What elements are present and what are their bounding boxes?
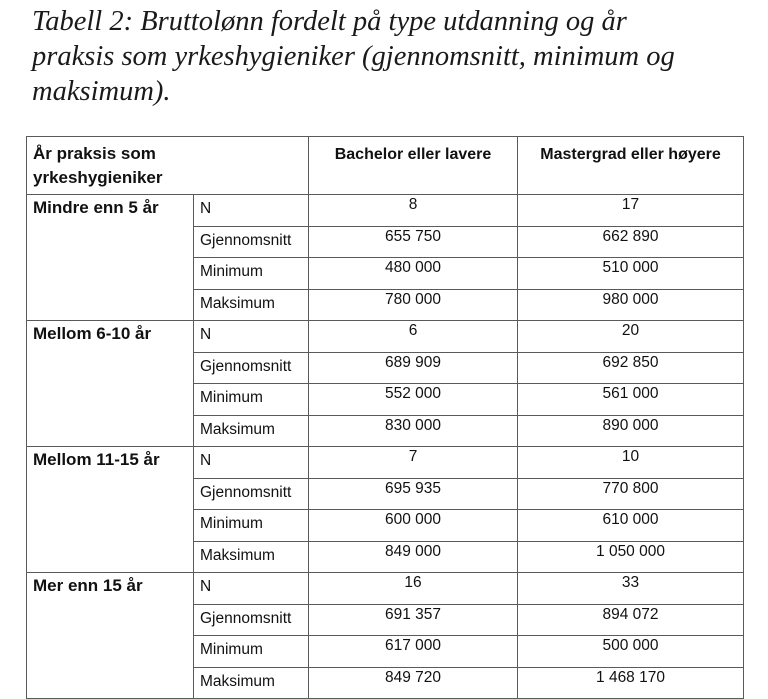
bachelor-value: 655 750 xyxy=(309,226,518,258)
bachelor-value: 780 000 xyxy=(309,289,518,321)
measure-label: Gjennomsnitt xyxy=(194,478,309,510)
master-value: 1 468 170 xyxy=(518,667,744,699)
bachelor-value: 6 xyxy=(309,321,518,353)
table-row xyxy=(27,573,744,605)
measure-label: N xyxy=(194,195,309,227)
table-row xyxy=(27,195,744,227)
bachelor-value: 8 xyxy=(309,195,518,227)
measure-label: Maksimum xyxy=(194,541,309,573)
measure-label: Maksimum xyxy=(194,667,309,699)
table-row xyxy=(27,321,744,353)
master-value: 17 xyxy=(518,195,744,227)
header-years-line: År praksis som xyxy=(33,144,156,163)
group-label: Mellom 11-15 år xyxy=(27,447,194,573)
header-years-of-practice xyxy=(27,137,309,195)
master-value: 770 800 xyxy=(518,478,744,510)
bachelor-value: 16 xyxy=(309,573,518,605)
measure-label: Gjennomsnitt xyxy=(194,352,309,384)
bachelor-value: 480 000 xyxy=(309,258,518,290)
master-value: 662 890 xyxy=(518,226,744,258)
bachelor-value: 600 000 xyxy=(309,510,518,542)
measure-label: Minimum xyxy=(194,384,309,416)
measure-label: N xyxy=(194,573,309,605)
master-value: 890 000 xyxy=(518,415,744,447)
master-value: 561 000 xyxy=(518,384,744,416)
master-value: 980 000 xyxy=(518,289,744,321)
master-value: 1 050 000 xyxy=(518,541,744,573)
measure-label: N xyxy=(194,447,309,479)
caption-line: Tabell 2: Bruttolønn fordelt på type utdanning og år xyxy=(32,6,627,37)
group-label: Mer enn 15 år xyxy=(27,573,194,699)
group-label: Mindre enn 5 år xyxy=(27,195,194,321)
header-bachelor: Bachelor eller lavere xyxy=(309,137,518,195)
measure-label: Minimum xyxy=(194,636,309,668)
header-master: Mastergrad eller høyere xyxy=(518,137,744,195)
measure-label: Minimum xyxy=(194,258,309,290)
master-value: 894 072 xyxy=(518,604,744,636)
bachelor-value: 695 935 xyxy=(309,478,518,510)
bachelor-value: 691 357 xyxy=(309,604,518,636)
bachelor-value: 849 720 xyxy=(309,667,518,699)
group-label: Mellom 6-10 år xyxy=(27,321,194,447)
bachelor-value: 830 000 xyxy=(309,415,518,447)
measure-label: Gjennomsnitt xyxy=(194,226,309,258)
header-row xyxy=(27,137,744,195)
master-value: 610 000 xyxy=(518,510,744,542)
bachelor-value: 7 xyxy=(309,447,518,479)
caption-line: praksis som yrkeshygieniker (gjennomsnitt, minimum og xyxy=(32,41,675,72)
master-value: 10 xyxy=(518,447,744,479)
master-value: 510 000 xyxy=(518,258,744,290)
master-value: 500 000 xyxy=(518,636,744,668)
measure-label: Minimum xyxy=(194,510,309,542)
salary-table xyxy=(26,136,744,699)
bachelor-value: 552 000 xyxy=(309,384,518,416)
measure-label: N xyxy=(194,321,309,353)
header-years-line: yrkeshygieniker xyxy=(33,168,163,187)
measure-label: Maksimum xyxy=(194,415,309,447)
table-row xyxy=(27,447,744,479)
table-caption xyxy=(32,4,752,109)
master-value: 33 xyxy=(518,573,744,605)
table-body xyxy=(27,195,744,699)
master-value: 692 850 xyxy=(518,352,744,384)
measure-label: Maksimum xyxy=(194,289,309,321)
measure-label: Gjennomsnitt xyxy=(194,604,309,636)
bachelor-value: 617 000 xyxy=(309,636,518,668)
bachelor-value: 689 909 xyxy=(309,352,518,384)
bachelor-value: 849 000 xyxy=(309,541,518,573)
master-value: 20 xyxy=(518,321,744,353)
caption-line: maksimum). xyxy=(32,76,171,107)
